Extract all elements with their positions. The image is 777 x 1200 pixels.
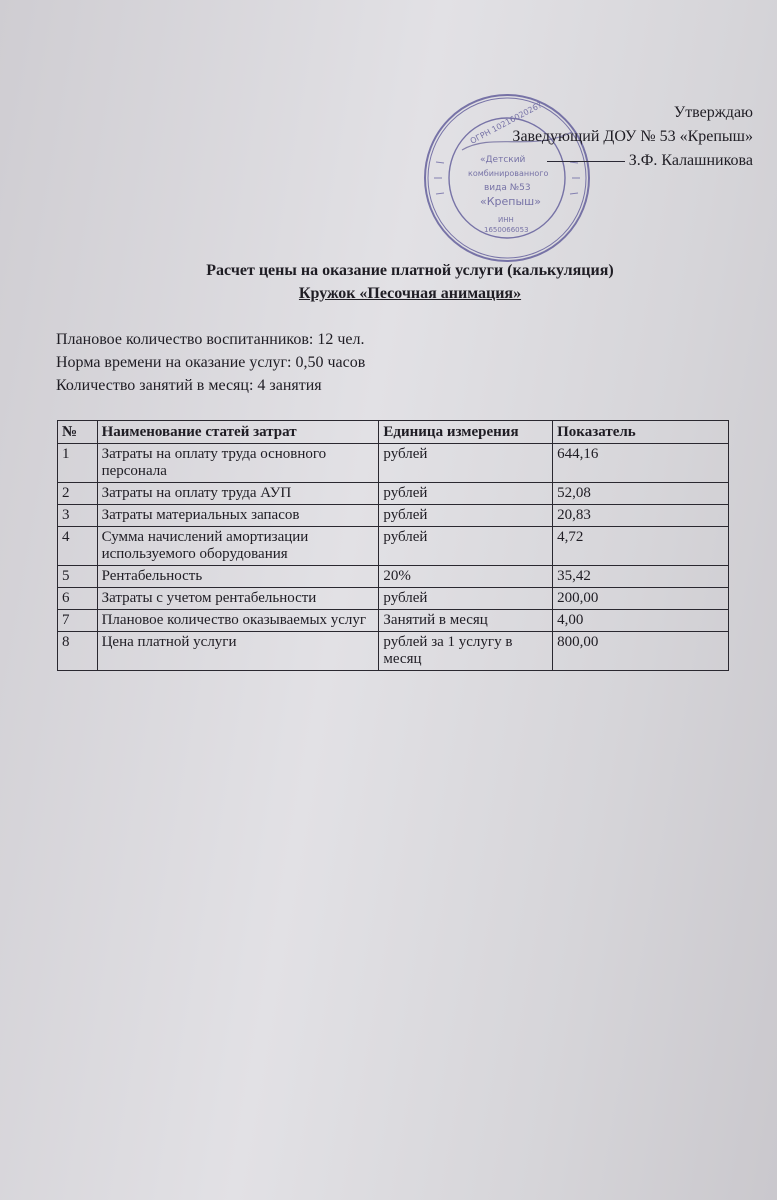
info-block: [56, 328, 365, 397]
stamp-line: ИНН: [498, 216, 514, 224]
row-name: Затраты материальных запасов: [97, 505, 379, 527]
row-unit: рублей: [379, 505, 553, 527]
approver-name: З.Ф. Калашникова: [628, 152, 753, 169]
row-value: 35,42: [553, 566, 729, 588]
row-value: 200,00: [553, 588, 729, 610]
approval-block: [512, 101, 753, 173]
row-number: 2: [58, 483, 98, 505]
row-unit: рублей: [379, 483, 553, 505]
header-cost-item: Наименование статей затрат: [97, 421, 379, 444]
table-row: [58, 527, 729, 566]
signature-line: [547, 161, 625, 162]
row-value: 644,16: [553, 444, 729, 483]
row-unit: 20%: [379, 566, 553, 588]
row-value: 4,72: [553, 527, 729, 566]
table-row: [58, 444, 729, 483]
stamp-line: 1650066053: [484, 226, 529, 234]
row-name: Сумма начислений амортизации используемого оборудования: [97, 527, 379, 566]
row-name: Рентабельность: [97, 566, 379, 588]
table-row: [58, 505, 729, 527]
info-pupils: Плановое количество воспитанников: 12 чел.: [56, 331, 365, 348]
row-unit: рублей: [379, 527, 553, 566]
info-lessons: Количество занятий в месяц: 4 занятия: [56, 377, 322, 394]
row-number: 1: [58, 444, 98, 483]
document-title-block: [0, 259, 777, 305]
row-unit: Занятий в месяц: [379, 610, 553, 632]
row-unit: рублей: [379, 588, 553, 610]
row-unit: рублей за 1 услугу в месяц: [379, 632, 553, 671]
row-name: Затраты на оплату труда основного персонала: [97, 444, 379, 483]
table-header-row: [58, 421, 729, 444]
stamp-line: «Крепыш»: [480, 195, 541, 208]
row-value: 52,08: [553, 483, 729, 505]
stamp-line: комбинированного: [468, 169, 549, 178]
table-row: [58, 632, 729, 671]
approve-label: Утверждаю: [673, 104, 753, 121]
row-value: 20,83: [553, 505, 729, 527]
row-unit: рублей: [379, 444, 553, 483]
row-value: 4,00: [553, 610, 729, 632]
table-row: [58, 588, 729, 610]
row-name: Цена платной услуги: [97, 632, 379, 671]
header-unit: Единица измерения: [379, 421, 553, 444]
stamp-line: «Детский: [480, 155, 526, 165]
row-number: 5: [58, 566, 98, 588]
row-number: 7: [58, 610, 98, 632]
row-number: 8: [58, 632, 98, 671]
document-subtitle: Кружок «Песочная анимация»: [298, 285, 522, 302]
table-row: [58, 483, 729, 505]
row-name: Затраты на оплату труда АУП: [97, 483, 379, 505]
stamp-line: ОГРН 1021602026?: [468, 100, 544, 146]
row-number: 6: [58, 588, 98, 610]
row-name: Плановое количество оказываемых услуг: [97, 610, 379, 632]
header-number: №: [58, 421, 98, 444]
row-name: Затраты с учетом рентабельности: [97, 588, 379, 610]
info-time-norm: Норма времени на оказание услуг: 0,50 часов: [56, 354, 366, 371]
stamp-line: вида №53: [484, 183, 531, 193]
table-row: [58, 566, 729, 588]
row-value: 800,00: [553, 632, 729, 671]
header-value: Показатель: [553, 421, 729, 444]
approver-signature-line: [512, 149, 753, 173]
approver-position: Заведующий ДОУ № 53 «Крепыш»: [512, 128, 753, 145]
calculation-table: [57, 420, 729, 671]
table-row: [58, 610, 729, 632]
document-title: Расчет цены на оказание платной услуги (калькуляция): [206, 262, 614, 279]
row-number: 3: [58, 505, 98, 527]
row-number: 4: [58, 527, 98, 566]
